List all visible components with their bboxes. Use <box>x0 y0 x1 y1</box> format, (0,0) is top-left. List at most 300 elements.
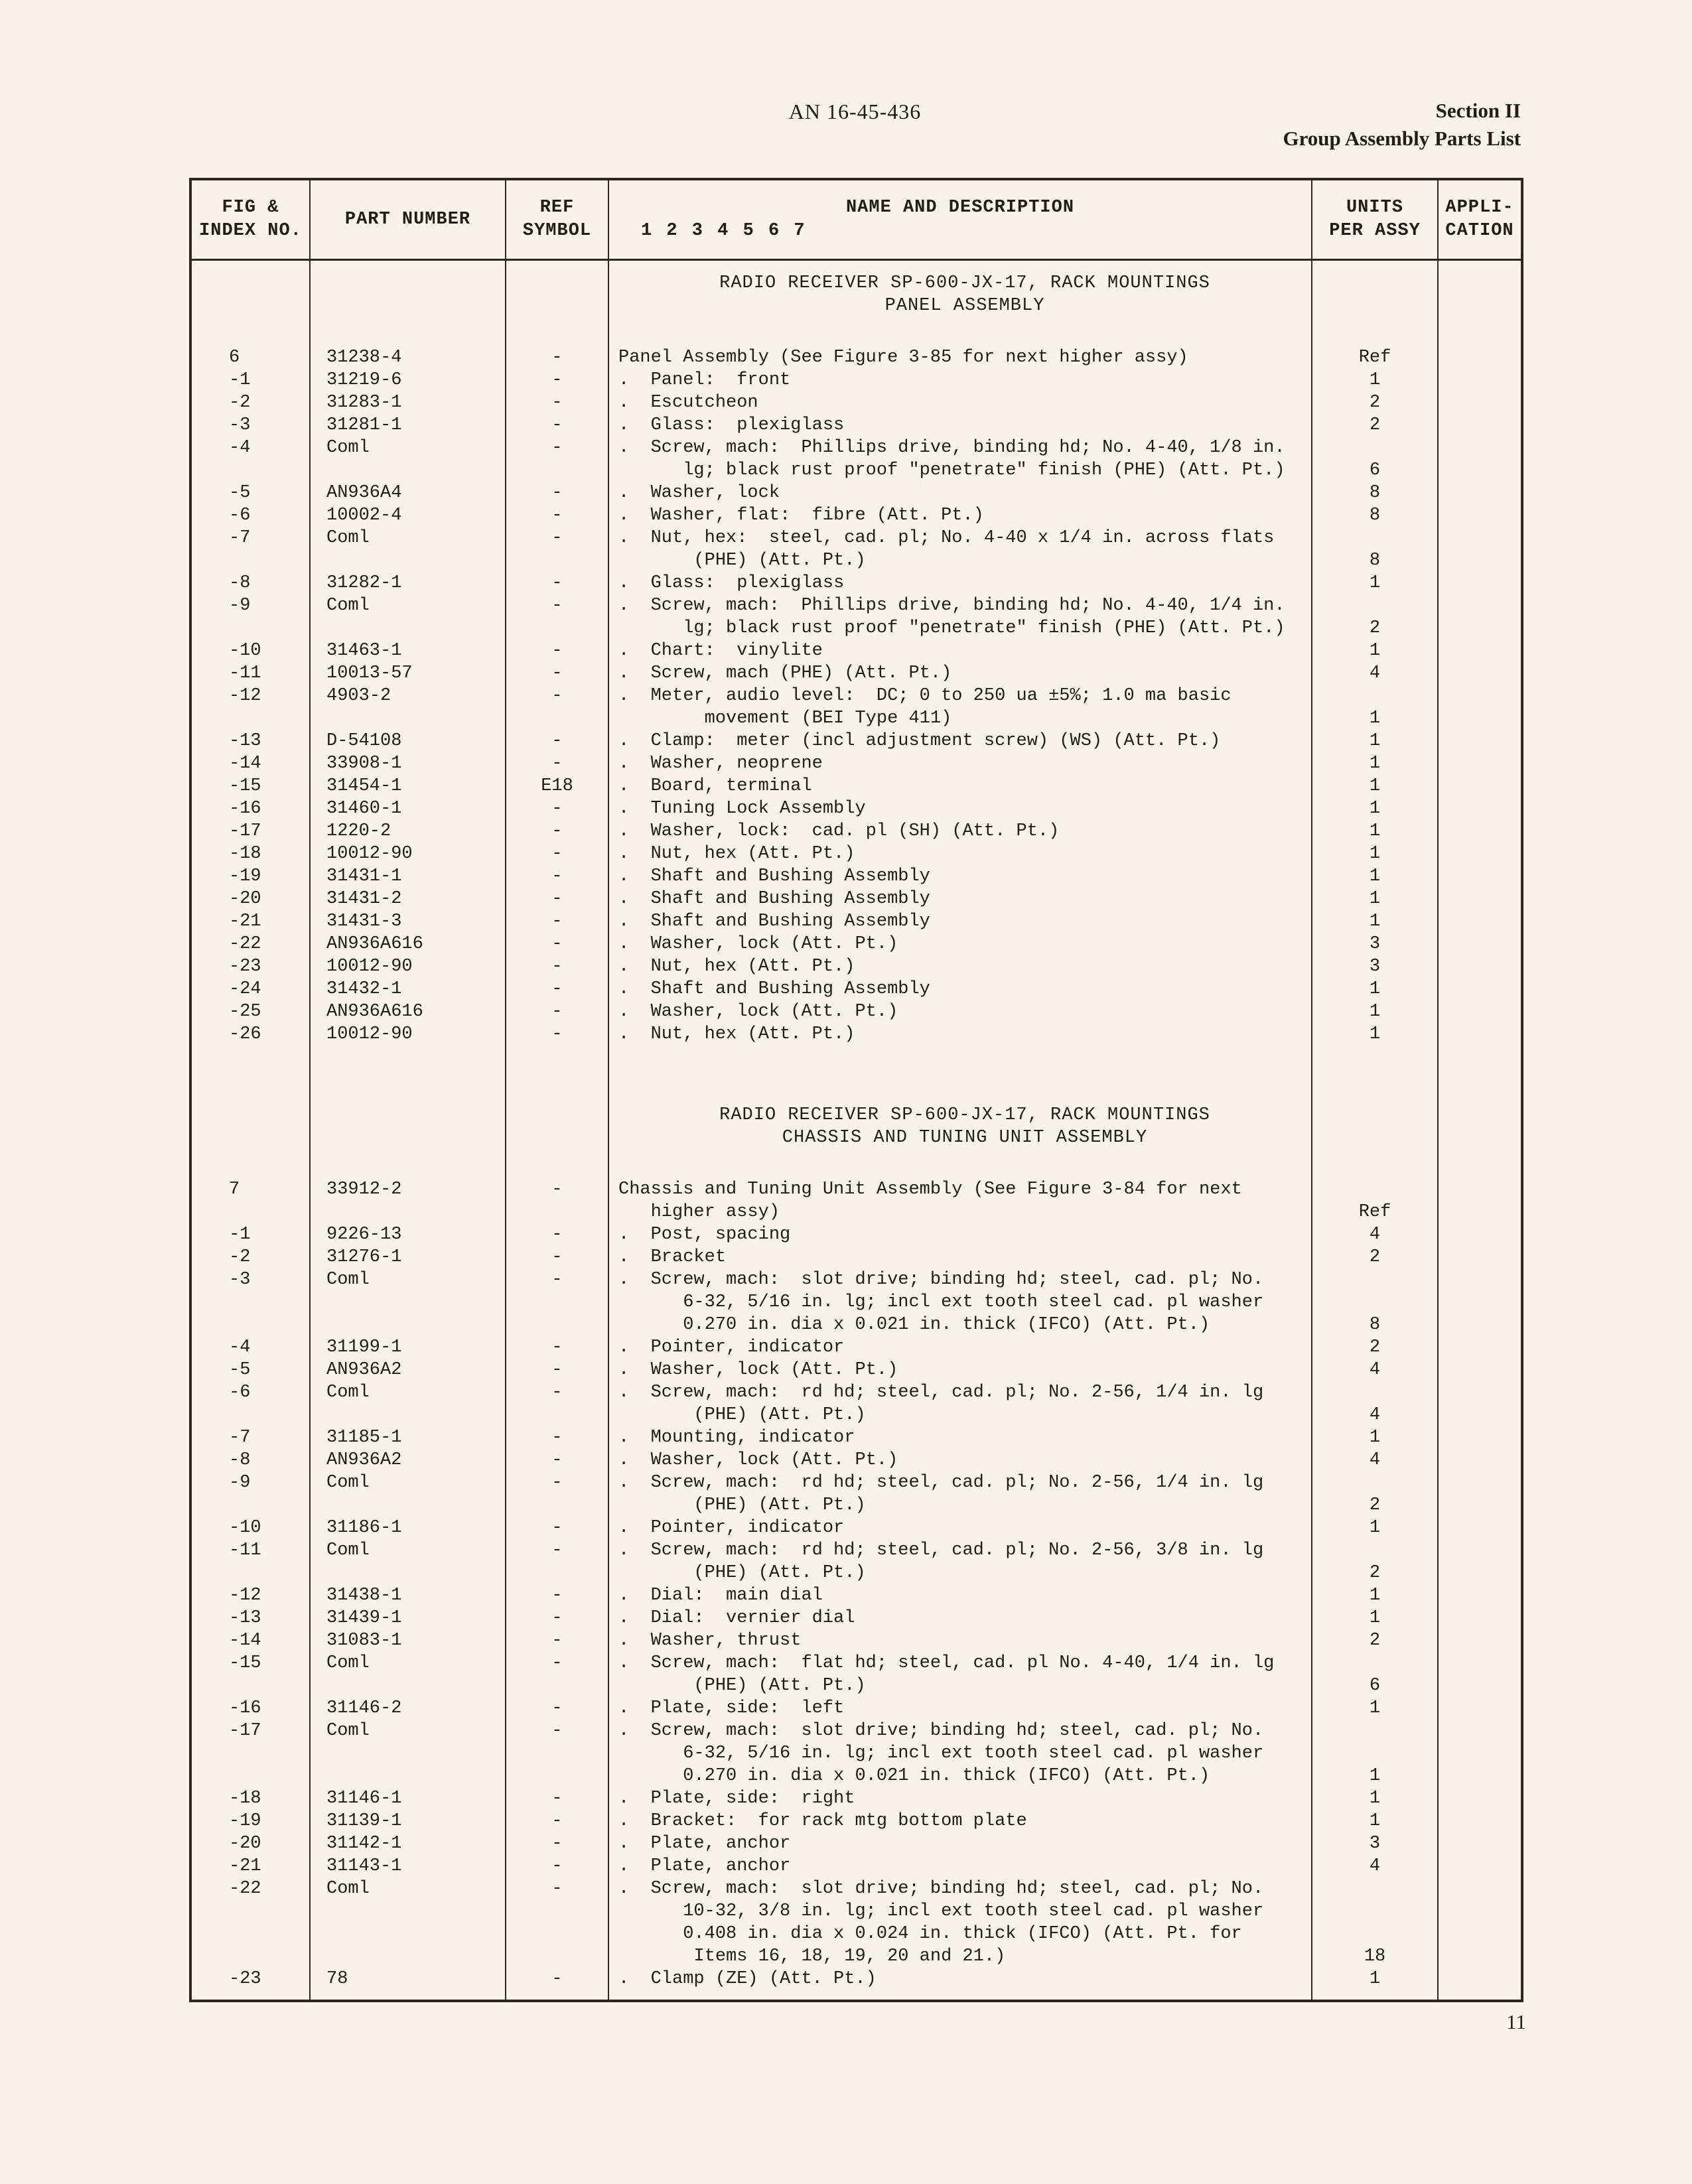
cell-units: 4 <box>1312 1381 1438 1426</box>
table-row <box>190 1584 1522 1607</box>
cell-ref: - <box>506 933 608 955</box>
cell-app <box>1438 888 1522 910</box>
cell-desc <box>608 1426 1312 1449</box>
cell-ref: - <box>506 730 608 752</box>
cell-app <box>1438 1584 1522 1607</box>
cell-units <box>1312 1990 1438 2001</box>
cell-desc <box>608 317 1312 346</box>
cell-part: 31431-3 <box>310 910 506 933</box>
cell-fig: -21 <box>190 1855 310 1877</box>
cell-units: 6 <box>1312 437 1438 482</box>
cell-app <box>1438 1104 1522 1149</box>
table-row <box>190 572 1522 594</box>
cell-units: 4 <box>1312 1855 1438 1877</box>
description-line: . Meter, audio level: DC; 0 to 250 ua ±5%; 1.0 ma basic <box>618 685 1232 706</box>
table-row <box>190 1517 1522 1539</box>
page-header <box>189 100 1521 172</box>
description-line: movement (BEI Type 411) <box>618 708 952 728</box>
cell-fig: -16 <box>190 797 310 820</box>
table-row <box>190 391 1522 414</box>
table-row <box>190 527 1522 572</box>
cell-desc <box>608 482 1312 504</box>
description-line: . Screw, mach: slot drive; binding hd; steel, cad. pl; No. <box>618 1720 1264 1741</box>
cell-units: 1 <box>1312 1607 1438 1629</box>
cell-units: 1 <box>1312 1720 1438 1787</box>
cell-fig: -2 <box>190 1246 310 1268</box>
cell-ref: - <box>506 1584 608 1607</box>
cell-units: 1 <box>1312 1517 1438 1539</box>
description-line: . Screw, mach: slot drive; binding hd; steel, cad. pl; No. <box>618 1878 1264 1899</box>
cell-ref: - <box>506 1855 608 1877</box>
cell-desc <box>608 1023 1312 1046</box>
cell-ref: E18 <box>506 775 608 797</box>
cell-app <box>1438 1268 1522 1336</box>
parts-table <box>189 178 1523 2002</box>
cell-app <box>1438 1539 1522 1584</box>
cell-desc <box>608 346 1312 369</box>
cell-fig: -13 <box>190 1607 310 1629</box>
description-line: 0.270 in. dia x 0.021 in. thick (IFCO) (Att. Pt.) <box>618 1765 1210 1786</box>
cell-ref: - <box>506 1178 608 1223</box>
cell-fig: -8 <box>190 572 310 594</box>
cell-ref: - <box>506 978 608 1000</box>
cell-units: 1 <box>1312 775 1438 797</box>
cell-units: 2 <box>1312 1539 1438 1584</box>
table-row <box>190 1268 1522 1336</box>
description-line: . Washer, lock (Att. Pt.) <box>618 1359 898 1380</box>
cell-ref <box>506 1990 608 2001</box>
cell-units: 2 <box>1312 1629 1438 1652</box>
col-header-part-number <box>310 179 506 260</box>
cell-desc <box>608 1517 1312 1539</box>
cell-app <box>1438 1426 1522 1449</box>
description-line: . Screw, mach: rd hd; steel, cad. pl; No. 2-56, 1/4 in. lg <box>618 1472 1264 1493</box>
cell-units: 3 <box>1312 955 1438 978</box>
description-line: . Dial: main dial <box>618 1585 823 1605</box>
table-row <box>190 730 1522 752</box>
cell-ref <box>506 1046 608 1104</box>
cell-part: D-54108 <box>310 730 506 752</box>
cell-desc <box>608 527 1312 572</box>
cell-app <box>1438 1046 1522 1104</box>
table-row <box>190 910 1522 933</box>
section-title-line: RADIO RECEIVER SP-600-JX-17, RACK MOUNTINGS <box>719 273 1210 293</box>
table-row <box>190 1697 1522 1720</box>
cell-fig: -19 <box>190 865 310 888</box>
cell-desc <box>608 775 1312 797</box>
cell-units: 8 <box>1312 504 1438 527</box>
cell-part: 31283-1 <box>310 391 506 414</box>
cell-desc <box>608 1449 1312 1471</box>
table-row <box>190 369 1522 391</box>
cell-part <box>310 260 506 272</box>
cell-app <box>1438 1336 1522 1359</box>
description-line: . Washer, lock (Att. Pt.) <box>618 1450 898 1470</box>
cell-fig: -18 <box>190 1787 310 1810</box>
cell-desc <box>608 1268 1312 1336</box>
cell-units: 1 <box>1312 820 1438 843</box>
cell-desc <box>608 1223 1312 1246</box>
cell-desc <box>608 662 1312 685</box>
description-line: 10-32, 3/8 in. lg; incl ext tooth steel cad. pl washer <box>618 1901 1264 1921</box>
cell-ref: - <box>506 1449 608 1471</box>
cell-desc <box>608 752 1312 775</box>
description-line: . Screw, mach: slot drive; binding hd; steel, cad. pl; No. <box>618 1269 1264 1290</box>
table-row <box>190 594 1522 640</box>
cell-part: 31143-1 <box>310 1855 506 1877</box>
cell-part: 31186-1 <box>310 1517 506 1539</box>
cell-desc <box>608 1246 1312 1268</box>
section-title-row <box>190 1104 1522 1149</box>
cell-fig: -14 <box>190 1629 310 1652</box>
description-line: . Clamp (ZE) (Att. Pt.) <box>618 1968 877 1989</box>
description-line: Items 16, 18, 19, 20 and 21.) <box>618 1946 1006 1966</box>
cell-ref <box>506 1149 608 1178</box>
cell-app <box>1438 1990 1522 2001</box>
description-line: . Tuning Lock Assembly <box>618 798 866 819</box>
table-row <box>190 1877 1522 1968</box>
cell-fig: -22 <box>190 1877 310 1968</box>
cell-units: Ref <box>1312 1178 1438 1223</box>
cell-part: Coml <box>310 1720 506 1787</box>
cell-desc <box>608 1584 1312 1607</box>
cell-app <box>1438 1810 1522 1832</box>
cell-app <box>1438 1471 1522 1517</box>
cell-app <box>1438 1832 1522 1855</box>
cell-desc <box>608 437 1312 482</box>
cell-part: 10012-90 <box>310 1023 506 1046</box>
cell-fig: -10 <box>190 640 310 662</box>
cell-units: 1 <box>1312 572 1438 594</box>
cell-desc <box>608 260 1312 272</box>
cell-ref: - <box>506 1471 608 1517</box>
cell-units: 1 <box>1312 685 1438 730</box>
description-line: . Plate, side: right <box>618 1788 855 1809</box>
description-line: . Screw, mach: flat hd; steel, cad. pl No. 4-40, 1/4 in. lg <box>618 1653 1275 1673</box>
table-row <box>190 1968 1522 1990</box>
description-line: 6-32, 5/16 in. lg; incl ext tooth steel cad. pl washer <box>618 1743 1264 1763</box>
cell-fig: -17 <box>190 1720 310 1787</box>
header-line: REF <box>539 198 575 218</box>
cell-app <box>1438 910 1522 933</box>
cell-fig: -3 <box>190 414 310 437</box>
cell-fig: -3 <box>190 1268 310 1336</box>
cell-part: 31083-1 <box>310 1629 506 1652</box>
table-row <box>190 933 1522 955</box>
cell-app <box>1438 1000 1522 1023</box>
cell-units: 1 <box>1312 865 1438 888</box>
cell-desc <box>608 1539 1312 1584</box>
cell-app <box>1438 865 1522 888</box>
cell-desc <box>608 594 1312 640</box>
spacer-row <box>190 1990 1522 2001</box>
cell-part: 31432-1 <box>310 978 506 1000</box>
cell-desc <box>608 1104 1312 1149</box>
description-line: . Washer, lock (Att. Pt.) <box>618 1001 898 1022</box>
description-line: . Washer, lock <box>618 482 780 503</box>
section-label: Section II <box>1435 99 1521 122</box>
subsection-label: Group Assembly Parts List <box>1283 127 1521 150</box>
cell-app <box>1438 1877 1522 1968</box>
cell-units: 4 <box>1312 1449 1438 1471</box>
cell-app <box>1438 640 1522 662</box>
description-line: . Dial: vernier dial <box>618 1607 855 1628</box>
cell-desc <box>608 1359 1312 1381</box>
description-line: . Plate, anchor <box>618 1833 791 1854</box>
cell-fig: -19 <box>190 1810 310 1832</box>
description-line: 0.408 in. dia x 0.024 in. thick (IFCO) (Att. Pt. for <box>618 1923 1242 1944</box>
cell-app <box>1438 414 1522 437</box>
cell-units: 1 <box>1312 1968 1438 1990</box>
col-header-application <box>1438 179 1522 260</box>
cell-units: 1 <box>1312 978 1438 1000</box>
cell-fig: -8 <box>190 1449 310 1471</box>
description-line: (PHE) (Att. Pt.) <box>618 550 866 571</box>
cell-fig: -6 <box>190 504 310 527</box>
cell-units: 1 <box>1312 1000 1438 1023</box>
description-line: . Glass: plexiglass <box>618 415 845 435</box>
cell-fig: -1 <box>190 1223 310 1246</box>
cell-ref: - <box>506 1968 608 1990</box>
spacer-row <box>190 1046 1522 1104</box>
cell-app <box>1438 933 1522 955</box>
cell-desc <box>608 955 1312 978</box>
table-row <box>190 1000 1522 1023</box>
cell-units: 3 <box>1312 933 1438 955</box>
table-row <box>190 1832 1522 1855</box>
cell-units: 1 <box>1312 1697 1438 1720</box>
cell-ref: - <box>506 482 608 504</box>
cell-app <box>1438 1381 1522 1426</box>
cell-units: 2 <box>1312 1246 1438 1268</box>
cell-app <box>1438 1968 1522 1990</box>
description-line: lg; black rust proof "penetrate" finish (PHE) (Att. Pt.) <box>618 460 1285 480</box>
cell-part <box>310 1990 506 2001</box>
page-number: 11 <box>1506 2010 1526 2033</box>
cell-fig: -13 <box>190 730 310 752</box>
cell-part: Coml <box>310 1877 506 1968</box>
cell-part: 1220-2 <box>310 820 506 843</box>
col-header-ref-symbol <box>506 179 608 260</box>
cell-part: AN936A616 <box>310 1000 506 1023</box>
cell-app <box>1438 346 1522 369</box>
description-line: . Pointer, indicator <box>618 1517 845 1538</box>
cell-fig: -14 <box>190 752 310 775</box>
description-line: . Shaft and Bushing Assembly <box>618 866 930 886</box>
cell-ref: - <box>506 1268 608 1336</box>
cell-units: 1 <box>1312 369 1438 391</box>
cell-units: 1 <box>1312 888 1438 910</box>
cell-units: 1 <box>1312 1584 1438 1607</box>
cell-units: 8 <box>1312 482 1438 504</box>
description-line: lg; black rust proof "penetrate" finish (PHE) (Att. Pt.) <box>618 618 1285 638</box>
cell-ref: - <box>506 1697 608 1720</box>
cell-fig: -26 <box>190 1023 310 1046</box>
cell-app <box>1438 775 1522 797</box>
header-line: APPLI- <box>1445 198 1514 218</box>
cell-ref: - <box>506 1000 608 1023</box>
cell-units: 4 <box>1312 1223 1438 1246</box>
cell-ref: - <box>506 752 608 775</box>
cell-part: AN936A2 <box>310 1449 506 1471</box>
cell-part: AN936A2 <box>310 1359 506 1381</box>
description-line: . Bracket: for rack mtg bottom plate <box>618 1810 1027 1831</box>
header-line: INDEX NO. <box>199 221 302 241</box>
cell-part: 31460-1 <box>310 797 506 820</box>
section-title-row <box>190 272 1522 317</box>
cell-desc <box>608 1000 1312 1023</box>
description-line: Panel Assembly (See Figure 3-85 for next higher assy) <box>618 347 1188 368</box>
cell-ref: - <box>506 527 608 572</box>
cell-fig: -25 <box>190 1000 310 1023</box>
cell-ref: - <box>506 391 608 414</box>
cell-part: 10013-57 <box>310 662 506 685</box>
cell-ref: - <box>506 1629 608 1652</box>
cell-part: 31199-1 <box>310 1336 506 1359</box>
description-line: . Pointer, indicator <box>618 1337 845 1357</box>
cell-app <box>1438 272 1522 317</box>
cell-units <box>1312 317 1438 346</box>
cell-fig: -23 <box>190 955 310 978</box>
description-line: Chassis and Tuning Unit Assembly (See Figure 3-84 for next <box>618 1179 1242 1199</box>
cell-ref: - <box>506 797 608 820</box>
cell-desc <box>608 843 1312 865</box>
table-row <box>190 346 1522 369</box>
cell-desc <box>608 1968 1312 1990</box>
table-row <box>190 1607 1522 1629</box>
cell-fig: 6 <box>190 346 310 369</box>
cell-app <box>1438 978 1522 1000</box>
description-line: (PHE) (Att. Pt.) <box>618 1495 866 1515</box>
description-line: . Panel: front <box>618 370 791 390</box>
cell-app <box>1438 1517 1522 1539</box>
description-line: . Shaft and Bushing Assembly <box>618 888 930 909</box>
cell-desc <box>608 820 1312 843</box>
cell-fig: -12 <box>190 1584 310 1607</box>
cell-ref: - <box>506 1720 608 1787</box>
cell-part: Coml <box>310 437 506 482</box>
cell-fig: -23 <box>190 1968 310 1990</box>
cell-app <box>1438 1697 1522 1720</box>
cell-fig: -5 <box>190 482 310 504</box>
table-row <box>190 1471 1522 1517</box>
table-row <box>190 1381 1522 1426</box>
cell-units <box>1312 260 1438 272</box>
cell-ref: - <box>506 1359 608 1381</box>
cell-units: 1 <box>1312 910 1438 933</box>
cell-part: 33912-2 <box>310 1178 506 1223</box>
table-row <box>190 1787 1522 1810</box>
cell-app <box>1438 527 1522 572</box>
table-row <box>190 685 1522 730</box>
section-title-line: RADIO RECEIVER SP-600-JX-17, RACK MOUNTINGS <box>719 1105 1210 1125</box>
table-row <box>190 1178 1522 1223</box>
cell-units: 2 <box>1312 1471 1438 1517</box>
cell-fig <box>190 1149 310 1178</box>
cell-desc <box>608 910 1312 933</box>
cell-app <box>1438 594 1522 640</box>
cell-app <box>1438 1178 1522 1223</box>
cell-app <box>1438 1855 1522 1877</box>
cell-fig <box>190 1046 310 1104</box>
description-line: . Washer, lock: cad. pl (SH) (Att. Pt.) <box>618 821 1060 841</box>
cell-ref: - <box>506 1336 608 1359</box>
table-row <box>190 1855 1522 1877</box>
cell-desc <box>608 369 1312 391</box>
cell-units: 3 <box>1312 1832 1438 1855</box>
description-line: . Screw, mach: rd hd; steel, cad. pl; No. 2-56, 1/4 in. lg <box>618 1382 1264 1402</box>
cell-desc <box>608 640 1312 662</box>
table-row <box>190 662 1522 685</box>
cell-ref: - <box>506 504 608 527</box>
cell-desc <box>608 797 1312 820</box>
cell-part: Coml <box>310 1381 506 1426</box>
description-line: . Nut, hex (Att. Pt.) <box>618 956 855 977</box>
cell-fig <box>190 260 310 272</box>
description-line: . Nut, hex (Att. Pt.) <box>618 1024 855 1044</box>
table-row <box>190 640 1522 662</box>
cell-ref: - <box>506 1426 608 1449</box>
table-row <box>190 1449 1522 1471</box>
cell-app <box>1438 1652 1522 1697</box>
cell-ref <box>506 260 608 272</box>
header-indenture-scale: 1 2 3 4 5 6 7 <box>641 221 807 241</box>
cell-app <box>1438 391 1522 414</box>
cell-ref: - <box>506 910 608 933</box>
cell-part: 10002-4 <box>310 504 506 527</box>
spacer-row <box>190 260 1522 272</box>
cell-part: 9226-13 <box>310 1223 506 1246</box>
description-line: . Chart: vinylite <box>618 640 823 661</box>
cell-fig: -20 <box>190 1832 310 1855</box>
description-line: . Washer, flat: fibre (Att. Pt.) <box>618 505 984 525</box>
cell-fig: -20 <box>190 888 310 910</box>
cell-ref: - <box>506 955 608 978</box>
cell-ref: - <box>506 437 608 482</box>
table-row <box>190 414 1522 437</box>
cell-app <box>1438 797 1522 820</box>
cell-ref: - <box>506 1877 608 1968</box>
cell-part: 31454-1 <box>310 775 506 797</box>
cell-part: 31281-1 <box>310 414 506 437</box>
cell-part: 31185-1 <box>310 1426 506 1449</box>
cell-ref <box>506 1104 608 1149</box>
cell-part: 33908-1 <box>310 752 506 775</box>
table-row <box>190 1336 1522 1359</box>
col-header-name-description <box>608 179 1312 260</box>
cell-part: Coml <box>310 1268 506 1336</box>
cell-fig: -4 <box>190 437 310 482</box>
cell-ref <box>506 272 608 317</box>
cell-units: 1 <box>1312 752 1438 775</box>
table-row <box>190 843 1522 865</box>
cell-fig: -4 <box>190 1336 310 1359</box>
cell-ref: - <box>506 640 608 662</box>
cell-units <box>1312 1149 1438 1178</box>
spacer-row <box>190 317 1522 346</box>
cell-fig <box>190 317 310 346</box>
cell-app <box>1438 955 1522 978</box>
section-title-line: CHASSIS AND TUNING UNIT ASSEMBLY <box>782 1127 1148 1148</box>
cell-fig: -11 <box>190 662 310 685</box>
cell-part: AN936A616 <box>310 933 506 955</box>
cell-part: 31238-4 <box>310 346 506 369</box>
cell-part <box>310 317 506 346</box>
cell-part: Coml <box>310 594 506 640</box>
cell-ref: - <box>506 1517 608 1539</box>
cell-ref: - <box>506 1832 608 1855</box>
cell-app <box>1438 685 1522 730</box>
